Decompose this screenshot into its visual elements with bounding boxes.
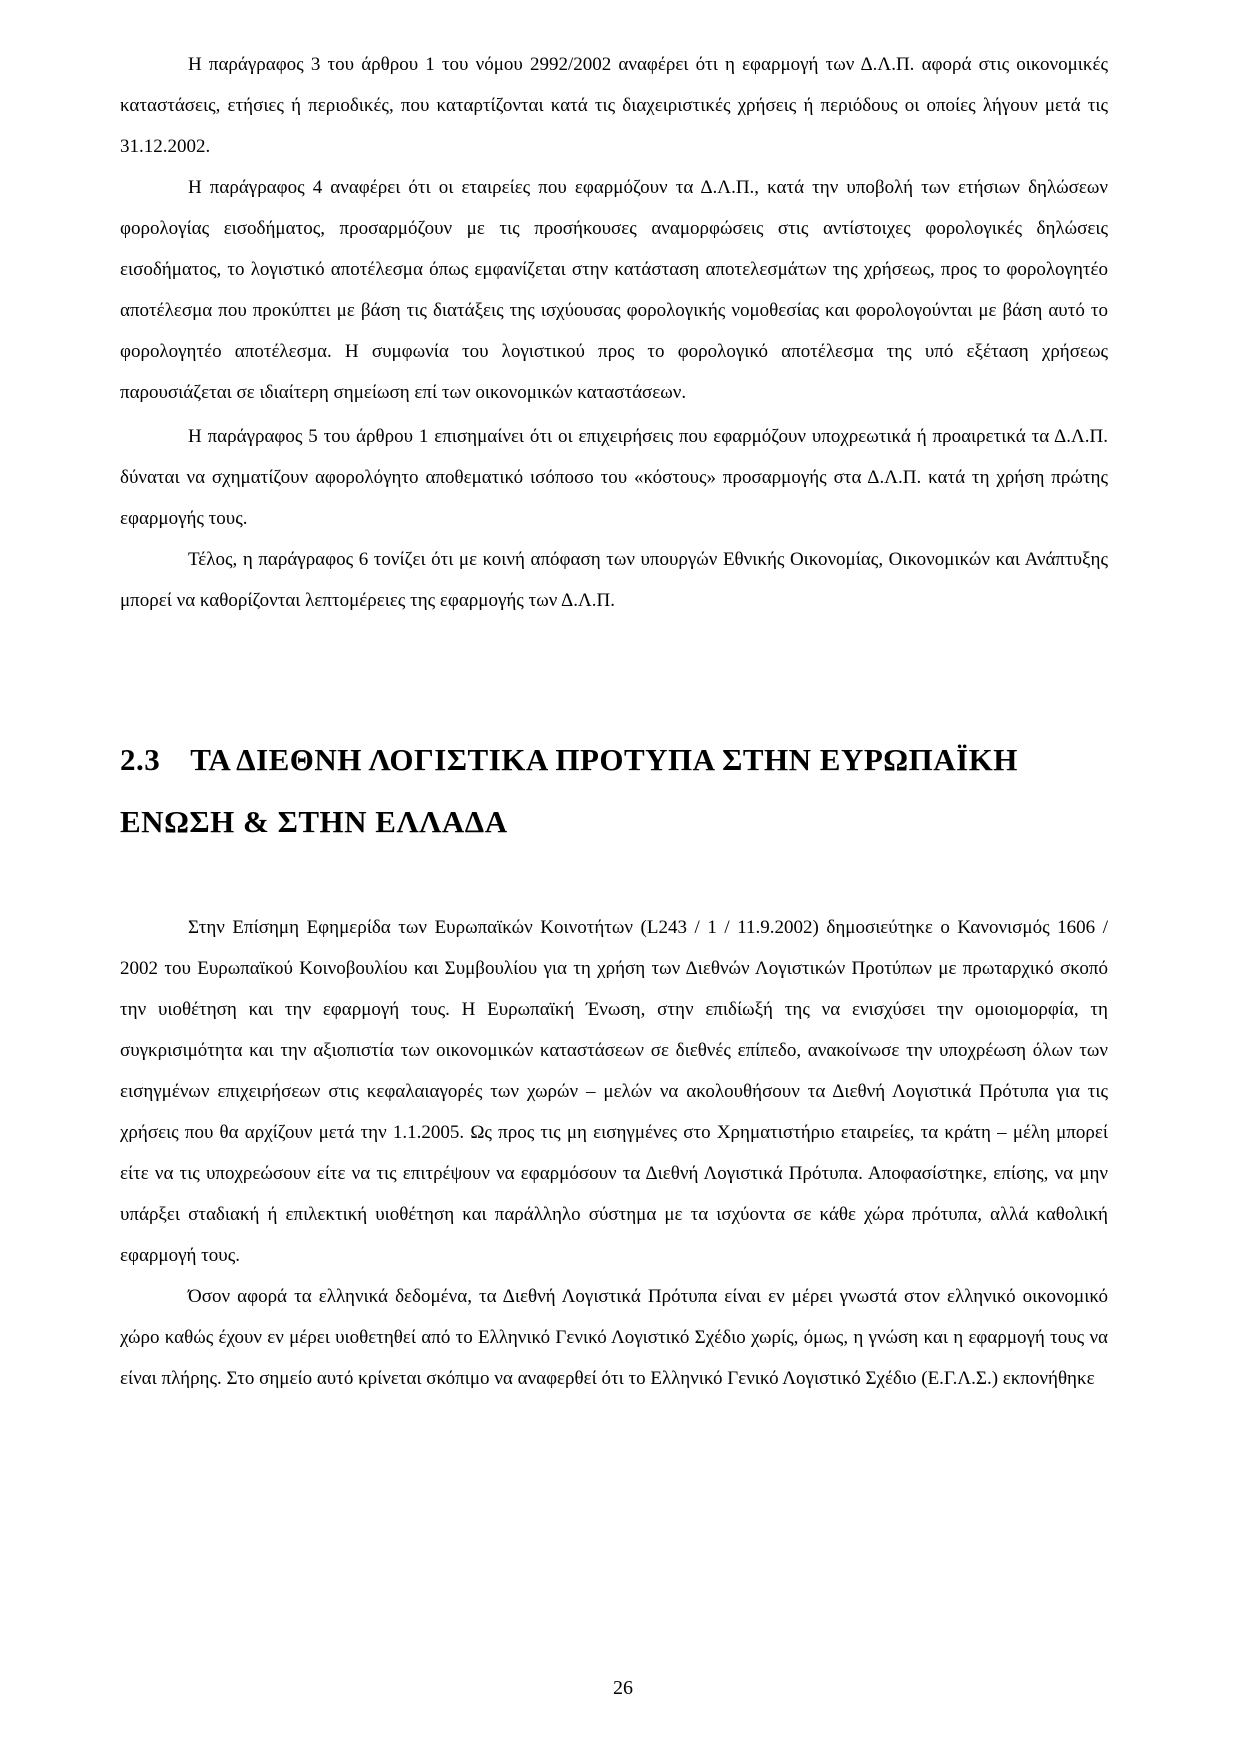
section-title: ΤΑ ΔΙΕΘΝΗ ΛΟΓΙΣΤΙΚΑ ΠΡΟΤΥΠΑ ΣΤΗΝ ΕΥΡΩΠΑΪΚΗ ΕΝΩΣΗ & ΣΤΗΝ ΕΛΛΑΔΑ (120, 742, 1018, 839)
section-number: 2.3 (120, 742, 161, 777)
page-number: 26 (613, 1677, 633, 1699)
paragraph-greek-context: Όσον αφορά τα ελληνικά δεδομένα, τα Διεθνή Λογιστικά Πρότυπα είναι εν μέρει γνωστά στον ελληνικό οικονομικό χώρο καθώς έχουν εν μέρει υιοθετηθεί από το Ελληνικό Γενικό Λογιστικό Σχέδιο χωρίς, όμως, η γνώση και η εφαρμογή τους να είναι πλήρης. Στο σημείο αυτό κρίνεται σκόπιμο να αναφερθεί ότι το Ελληνικό Γενικό Λογιστικό Σχέδιο (Ε.Γ.Λ.Σ.) εκπονήθηκε (120, 1286, 1108, 1389)
section-heading (120, 729, 1108, 853)
paragraph-article1-par6: Τέλος, η παράγραφος 6 τονίζει ότι με κοινή απόφαση των υπουργών Εθνικής Οικονομίας, Οικονομικών και Ανάπτυξης μπορεί να καθορίζονται λεπτομέρειες της εφαρμογής των Δ.Λ.Π. (120, 549, 1108, 611)
paragraph-eu-regulation: Στην Επίσημη Εφημερίδα των Ευρωπαϊκών Κοινοτήτων (L243 / 1 / 11.9.2002) δημοσιεύτηκε ο Κανονισμός 1606 / 2002 του Ευρωπαϊκού Κοινοβουλίου και Συμβουλίου για τη χρήση των Διεθνών Λογιστικών Προτύπων με πρωταρχικό σκοπό την υιοθέτηση και την εφαρμογή τους. Η Ευρωπαϊκή Ένωση, στην επιδίωξή της να ενισχύσει την ομοιομορφία, τη συγκρισιμότητα και την αξιοπιστία των οικονομικών καταστάσεων σε διεθνές επίπεδο, ανακοίνωσε την υποχρέωση όλων των εισηγμένων επιχειρήσεων στις κεφαλαιαγορές των χωρών – μελών να ακολουθήσουν τα Διεθνή Λογιστικά Πρότυπα για τις χρήσεις που θα αρχίζουν μετά την 1.1.2005. Ως προς τις μη εισηγμένες στο Χρηματιστήριο εταιρείες, τα κράτη – μέλη μπορεί είτε να τις υποχρεώσουν είτε να τις επιτρέψουν να εφαρμόσουν τα Διεθνή Λογιστικά Πρότυπα. Αποφασίστηκε, επίσης, να μην υπάρξει σταδιακή ή επιλεκτική υιοθέτηση και παράλληλο σύστημα με τα ισχύοντα σε κάθε χώρα πρότυπα, αλλά καθολική εφαρμογή τους. (120, 917, 1108, 1266)
paragraph-article1-par4: Η παράγραφος 4 αναφέρει ότι οι εταιρείες που εφαρμόζουν τα Δ.Λ.Π., κατά την υποβολή των ετήσιων δηλώσεων φορολογίας εισοδήματος, προσαρμόζουν με τις προσήκουσες αναμορφώσεις στις αντίστοιχες φορολογικές δηλώσεις εισοδήματος, το λογιστικό αποτέλεσμα όπως εμφανίζεται στην κατάσταση αποτελεσμάτων της χρήσεως, προς το φορολογητέο αποτέλεσμα που προκύπτει με βάση τις διατάξεις της ισχύουσας φορολογικής νομοθεσίας και φορολογούνται με βάση αυτό το φορολογητέο αποτέλεσμα. Η συμφωνία του λογιστικού προς το φορολογικό αποτέλεσμα της υπό εξέταση χρήσεως παρουσιάζεται σε ιδιαίτερη σημείωση επί των οικονομικών καταστάσεων. (120, 177, 1108, 403)
paragraph-article1-par5: Η παράγραφος 5 του άρθρου 1 επισημαίνει ότι οι επιχειρήσεις που εφαρμόζουν υποχρεωτικά ή προαιρετικά τα Δ.Λ.Π. δύναται να σχηματίζουν αφορολόγητο αποθεματικό ισόποσο του «κόστους» προσαρμογής στα Δ.Λ.Π. κατά τη χρήση πρώτης εφαρμογής τους. (120, 426, 1108, 529)
paragraph-article1-par3: Η παράγραφος 3 του άρθρου 1 του νόμου 2992/2002 αναφέρει ότι η εφαρμογή των Δ.Λ.Π. αφορά στις οικονομικές καταστάσεις, ετήσιες ή περιοδικές, που καταρτίζονται κατά τις διαχειριστικές χρήσεις ή περιόδους οι οποίες λήγουν μετά τις 31.12.2002. (120, 54, 1108, 157)
